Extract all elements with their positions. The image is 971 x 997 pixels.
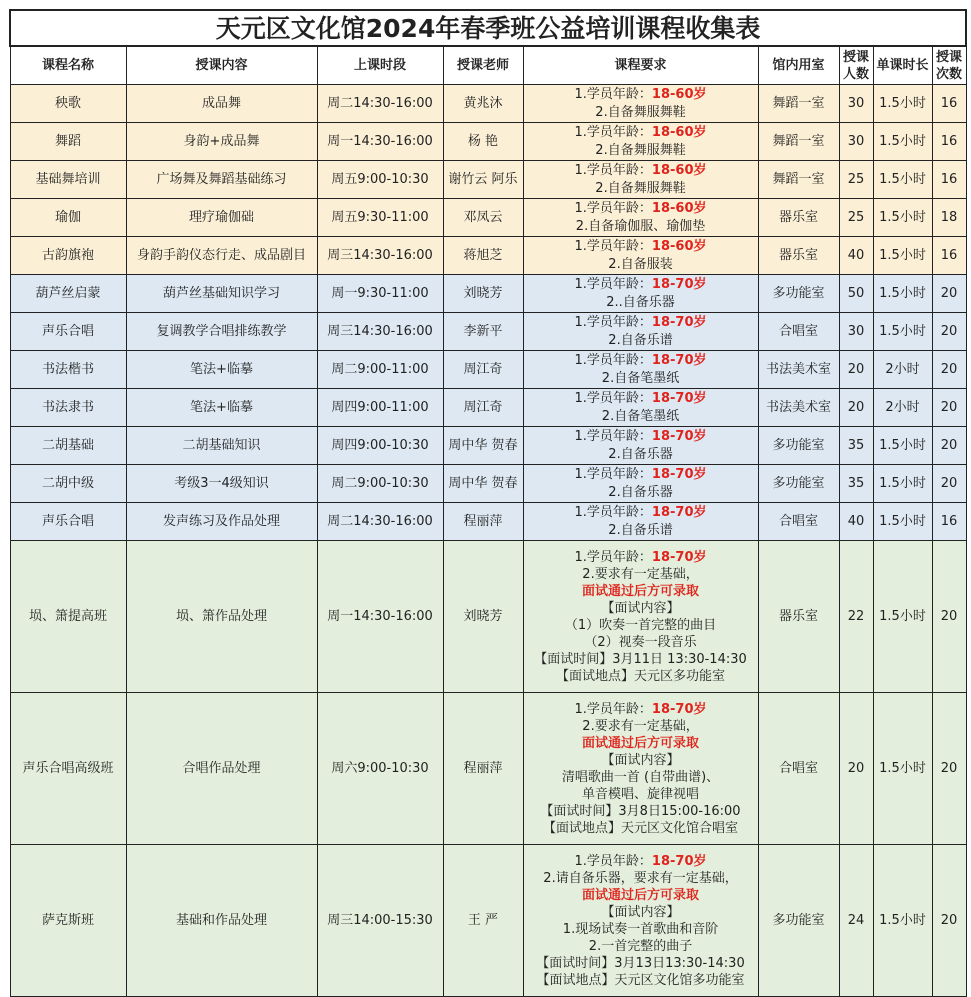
requirement-text: 【面试时间】3月11日 13:30-14:30	[534, 651, 747, 667]
duration-cell: 1.5小时	[873, 313, 932, 351]
session-count-cell: 20	[932, 845, 966, 997]
requirement-text: 2.自备乐谱	[608, 522, 673, 538]
requirement-text: 1.学员年龄：	[574, 701, 652, 717]
requirement-text: 【面试内容】	[601, 752, 680, 768]
room-cell: 多功能室	[758, 275, 839, 313]
course-name-cell: 书法楷书	[10, 351, 126, 389]
teacher-cell: 程丽萍	[443, 503, 523, 541]
requirements-cell	[523, 85, 758, 123]
duration-cell: 1.5小时	[873, 123, 932, 161]
people-count-cell: 20	[839, 351, 873, 389]
course-name-cell: 二胡中级	[10, 465, 126, 503]
room-cell: 多功能室	[758, 427, 839, 465]
requirement-line	[524, 522, 758, 540]
people-count-cell: 20	[839, 389, 873, 427]
header-teacher: 授课老师	[443, 46, 523, 85]
requirement-text: 2..自备乐器	[606, 294, 675, 310]
course-name-cell: 秧歌	[10, 85, 126, 123]
requirement-line	[524, 314, 758, 332]
requirement-text: 【面试地点】天元区文化馆合唱室	[542, 820, 738, 836]
course-content-cell: 身韵+成品舞	[126, 123, 317, 161]
table-row	[10, 237, 966, 275]
course-name-cell: 声乐合唱	[10, 503, 126, 541]
requirement-line	[524, 484, 758, 502]
highlight-text: 18-70岁	[651, 853, 707, 869]
requirement-text: 单音模唱、旋律视唱	[581, 786, 699, 802]
duration-cell: 1.5小时	[873, 465, 932, 503]
duration-cell: 1.5小时	[873, 845, 932, 997]
requirement-line	[524, 549, 758, 566]
people-count-cell: 22	[839, 541, 873, 693]
requirement-line	[524, 370, 758, 388]
requirement-line	[524, 701, 758, 718]
requirements-cell	[523, 845, 758, 997]
duration-cell: 2小时	[873, 351, 932, 389]
requirement-text: 1.学员年龄：	[574, 504, 652, 520]
highlight-text: 18-70岁	[651, 276, 707, 292]
course-content-cell: 复调教学合唱排练教学	[126, 313, 317, 351]
teacher-cell: 谢竹云 阿乐	[443, 161, 523, 199]
requirement-text: 【面试内容】	[601, 600, 680, 616]
requirement-text: 2.自备乐器	[608, 446, 673, 462]
room-cell: 书法美术室	[758, 351, 839, 389]
requirement-line	[524, 86, 758, 104]
requirement-line	[524, 972, 758, 989]
requirement-line	[524, 218, 758, 236]
requirement-line	[524, 466, 758, 484]
requirement-text: 2.要求有一定基础，	[582, 718, 699, 734]
class-time-cell: 周二9:00-10:30	[317, 465, 443, 503]
requirement-line	[524, 668, 758, 685]
teacher-cell: 程丽萍	[443, 693, 523, 845]
teacher-cell: 周中华 贺春	[443, 427, 523, 465]
requirement-text: 1.学员年龄：	[574, 200, 652, 216]
header-content: 授课内容	[126, 46, 317, 85]
requirement-text: 清唱歌曲一首 (自带曲谱)、	[561, 769, 720, 785]
duration-cell: 2小时	[873, 389, 932, 427]
requirement-text: 2.一首完整的曲子	[588, 938, 693, 954]
requirements-cell	[523, 541, 758, 693]
class-time-cell: 周一9:30-11:00	[317, 275, 443, 313]
requirements-cell	[523, 275, 758, 313]
table-row	[10, 85, 966, 123]
people-count-cell: 25	[839, 199, 873, 237]
highlight-text: 18-70岁	[651, 352, 707, 368]
requirement-line	[524, 955, 758, 972]
room-cell: 舞蹈一室	[758, 85, 839, 123]
people-count-cell: 30	[839, 123, 873, 161]
requirement-text: 1.学员年龄：	[574, 352, 652, 368]
room-cell: 舞蹈一室	[758, 161, 839, 199]
requirement-text: 1.学员年龄：	[574, 238, 652, 254]
course-name-cell: 舞蹈	[10, 123, 126, 161]
highlight-text: 面试通过后方可录取	[581, 735, 699, 751]
header-course-name: 课程名称	[10, 46, 126, 85]
requirement-line	[524, 583, 758, 600]
duration-cell: 1.5小时	[873, 161, 932, 199]
requirement-text: 1.学员年龄：	[574, 853, 652, 869]
requirement-line	[524, 938, 758, 955]
session-count-cell: 20	[932, 693, 966, 845]
requirement-line	[524, 142, 758, 160]
table-row	[10, 389, 966, 427]
requirements-cell	[523, 503, 758, 541]
requirements-cell	[523, 427, 758, 465]
duration-cell: 1.5小时	[873, 427, 932, 465]
course-content-cell: 笔法+临摹	[126, 351, 317, 389]
requirement-text: 1.现场试奏一首歌曲和音阶	[562, 921, 719, 937]
requirement-line	[524, 904, 758, 921]
teacher-cell: 王 严	[443, 845, 523, 997]
people-count-cell: 30	[839, 85, 873, 123]
people-count-cell: 30	[839, 313, 873, 351]
requirements-cell	[523, 313, 758, 351]
requirement-line	[524, 124, 758, 142]
highlight-text: 面试通过后方可录取	[581, 887, 699, 903]
room-cell: 书法美术室	[758, 389, 839, 427]
table-row	[10, 845, 966, 997]
room-cell: 舞蹈一室	[758, 123, 839, 161]
course-content-cell: 埙、箫作品处理	[126, 541, 317, 693]
table-row	[10, 541, 966, 693]
people-count-cell: 25	[839, 161, 873, 199]
requirement-text: 2.自备舞服舞鞋	[595, 104, 686, 120]
requirement-line	[524, 104, 758, 122]
class-time-cell: 周四9:00-10:30	[317, 427, 443, 465]
page-title: 天元区文化馆2024年春季班公益培训课程收集表	[10, 10, 966, 46]
teacher-cell: 邓凤云	[443, 199, 523, 237]
people-count-cell: 20	[839, 693, 873, 845]
class-time-cell: 周三14:30-16:00	[317, 313, 443, 351]
requirement-text: 2.自备乐器	[608, 484, 673, 500]
course-name-cell: 瑜伽	[10, 199, 126, 237]
requirement-text: 2.自备舞服舞鞋	[595, 180, 686, 196]
teacher-cell: 周江奇	[443, 351, 523, 389]
highlight-text: 18-70岁	[651, 428, 707, 444]
requirement-text: 1.学员年龄：	[574, 314, 652, 330]
highlight-text: 18-70岁	[651, 549, 707, 565]
course-content-cell: 基础和作品处理	[126, 845, 317, 997]
session-count-cell: 20	[932, 275, 966, 313]
table-row	[10, 313, 966, 351]
requirement-text: 1.学员年龄：	[574, 390, 652, 406]
header-duration: 单课时长	[873, 46, 932, 85]
requirement-line	[524, 735, 758, 752]
highlight-text: 18-70岁	[651, 466, 707, 482]
teacher-cell: 杨 艳	[443, 123, 523, 161]
course-name-cell: 书法隶书	[10, 389, 126, 427]
requirement-line	[524, 718, 758, 735]
requirements-cell	[523, 465, 758, 503]
course-content-cell: 理疗瑜伽础	[126, 199, 317, 237]
course-content-cell: 笔法+临摹	[126, 389, 317, 427]
header-requirements: 课程要求	[523, 46, 758, 85]
session-count-cell: 16	[932, 85, 966, 123]
requirement-text: 【面试内容】	[601, 904, 680, 920]
duration-cell: 1.5小时	[873, 693, 932, 845]
requirement-line	[524, 786, 758, 803]
requirement-text: 2.自备笔墨纸	[601, 408, 680, 424]
requirement-text: 2.请自备乐器，要求有一定基础，	[543, 870, 738, 886]
room-cell: 合唱室	[758, 693, 839, 845]
requirement-line	[524, 428, 758, 446]
requirement-text: 2.自备服装	[608, 256, 673, 272]
class-time-cell: 周六9:00-10:30	[317, 693, 443, 845]
highlight-text: 18-70岁	[651, 701, 707, 717]
class-time-cell: 周五9:00-10:30	[317, 161, 443, 199]
course-name-cell: 埙、箫提高班	[10, 541, 126, 693]
requirement-line	[524, 200, 758, 218]
course-content-cell: 考级3一4级知识	[126, 465, 317, 503]
course-name-cell: 葫芦丝启蒙	[10, 275, 126, 313]
highlight-text: 18-60岁	[651, 162, 707, 178]
requirement-text: 【面试地点】天元区文化馆多功能室	[536, 972, 745, 988]
people-count-cell: 24	[839, 845, 873, 997]
requirement-line	[524, 820, 758, 837]
requirement-line	[524, 634, 758, 651]
course-content-cell: 身韵手韵仪态行走、成品剧目	[126, 237, 317, 275]
course-content-cell: 葫芦丝基础知识学习	[126, 275, 317, 313]
table-row	[10, 123, 966, 161]
class-time-cell: 周四9:00-11:00	[317, 389, 443, 427]
requirement-line	[524, 446, 758, 464]
requirement-text: 1.学员年龄：	[574, 549, 652, 565]
course-name-cell: 萨克斯班	[10, 845, 126, 997]
requirement-text: 1.学员年龄：	[574, 466, 652, 482]
requirement-text: 1.学员年龄：	[574, 162, 652, 178]
table-row	[10, 161, 966, 199]
requirement-text: 1.学员年龄：	[574, 86, 652, 102]
highlight-text: 18-70岁	[651, 390, 707, 406]
room-cell: 合唱室	[758, 503, 839, 541]
class-time-cell: 周二9:00-11:00	[317, 351, 443, 389]
course-name-cell: 古韵旗袍	[10, 237, 126, 275]
people-count-cell: 40	[839, 503, 873, 541]
teacher-cell: 黄兆沐	[443, 85, 523, 123]
requirement-text: 1.学员年龄：	[574, 428, 652, 444]
requirement-line	[524, 276, 758, 294]
requirement-line	[524, 752, 758, 769]
requirement-line	[524, 566, 758, 583]
course-content-cell: 成品舞	[126, 85, 317, 123]
requirement-line	[524, 256, 758, 274]
requirements-cell	[523, 199, 758, 237]
requirement-line	[524, 803, 758, 820]
requirement-text: 【面试地点】天元区多功能室	[555, 668, 725, 684]
people-count-cell: 35	[839, 427, 873, 465]
class-time-cell: 周五9:30-11:00	[317, 199, 443, 237]
duration-cell: 1.5小时	[873, 85, 932, 123]
header-row	[10, 46, 966, 85]
room-cell: 器乐室	[758, 541, 839, 693]
room-cell: 器乐室	[758, 237, 839, 275]
session-count-cell: 20	[932, 351, 966, 389]
teacher-cell: 刘晓芳	[443, 541, 523, 693]
highlight-text: 18-70岁	[651, 504, 707, 520]
teacher-cell: 周中华 贺春	[443, 465, 523, 503]
requirement-line	[524, 238, 758, 256]
requirement-text: （1）吹奏一首完整的曲目	[564, 617, 717, 633]
session-count-cell: 16	[932, 161, 966, 199]
session-count-cell: 20	[932, 389, 966, 427]
header-people: 授课人数	[839, 46, 873, 85]
highlight-text: 18-60岁	[651, 238, 707, 254]
course-content-cell: 二胡基础知识	[126, 427, 317, 465]
requirement-line	[524, 853, 758, 870]
requirement-line	[524, 769, 758, 786]
session-count-cell: 20	[932, 541, 966, 693]
requirements-cell	[523, 389, 758, 427]
class-time-cell: 周二14:30-16:00	[317, 503, 443, 541]
requirement-line	[524, 600, 758, 617]
highlight-text: 18-70岁	[651, 314, 707, 330]
teacher-cell: 刘晓芳	[443, 275, 523, 313]
duration-cell: 1.5小时	[873, 503, 932, 541]
requirement-line	[524, 887, 758, 904]
duration-cell: 1.5小时	[873, 199, 932, 237]
requirement-line	[524, 617, 758, 634]
teacher-cell: 李新平	[443, 313, 523, 351]
highlight-text: 面试通过后方可录取	[581, 583, 699, 599]
duration-cell: 1.5小时	[873, 541, 932, 693]
header-time: 上课时段	[317, 46, 443, 85]
requirements-cell	[523, 351, 758, 389]
requirement-text: 2.自备笔墨纸	[601, 370, 680, 386]
room-cell: 器乐室	[758, 199, 839, 237]
requirements-cell	[523, 123, 758, 161]
course-content-cell: 广场舞及舞蹈基础练习	[126, 161, 317, 199]
requirement-line	[524, 180, 758, 198]
requirement-line	[524, 651, 758, 668]
highlight-text: 18-60岁	[651, 86, 707, 102]
course-name-cell: 声乐合唱	[10, 313, 126, 351]
requirement-line	[524, 352, 758, 370]
table-row	[10, 465, 966, 503]
table-row	[10, 351, 966, 389]
session-count-cell: 18	[932, 199, 966, 237]
table-row	[10, 275, 966, 313]
class-time-cell: 周三14:30-16:00	[317, 237, 443, 275]
requirement-text: 【面试时间】3月13日13:30-14:30	[536, 955, 745, 971]
requirement-line	[524, 870, 758, 887]
requirement-text: 1.学员年龄：	[574, 276, 652, 292]
session-count-cell: 16	[932, 123, 966, 161]
requirement-text: 【面试时间】3月8日15:00-16:00	[540, 803, 741, 819]
course-content-cell: 合唱作品处理	[126, 693, 317, 845]
requirement-text: 2.自备乐谱	[608, 332, 673, 348]
course-name-cell: 声乐合唱高级班	[10, 693, 126, 845]
requirements-cell	[523, 693, 758, 845]
people-count-cell: 40	[839, 237, 873, 275]
table-row	[10, 427, 966, 465]
requirement-line	[524, 408, 758, 426]
header-sessions: 授课次数	[932, 46, 966, 85]
highlight-text: 18-60岁	[651, 200, 707, 216]
course-name-cell: 二胡基础	[10, 427, 126, 465]
requirement-line	[524, 921, 758, 938]
course-name-cell: 基础舞培训	[10, 161, 126, 199]
course-content-cell: 发声练习及作品处理	[126, 503, 317, 541]
requirement-text: 2.自备舞服舞鞋	[595, 142, 686, 158]
class-time-cell: 周一14:30-16:00	[317, 123, 443, 161]
session-count-cell: 16	[932, 503, 966, 541]
table-row	[10, 503, 966, 541]
duration-cell: 1.5小时	[873, 275, 932, 313]
teacher-cell: 蒋旭芝	[443, 237, 523, 275]
teacher-cell: 周江奇	[443, 389, 523, 427]
requirement-text: （2）视奏一段音乐	[584, 634, 697, 650]
room-cell: 多功能室	[758, 465, 839, 503]
requirement-line	[524, 504, 758, 522]
session-count-cell: 20	[932, 427, 966, 465]
requirement-line	[524, 294, 758, 312]
requirement-line	[524, 390, 758, 408]
people-count-cell: 50	[839, 275, 873, 313]
session-count-cell: 16	[932, 237, 966, 275]
highlight-text: 18-60岁	[651, 124, 707, 140]
class-time-cell: 周二14:30-16:00	[317, 85, 443, 123]
requirements-cell	[523, 237, 758, 275]
session-count-cell: 20	[932, 313, 966, 351]
requirement-text: 2.要求有一定基础，	[582, 566, 699, 582]
room-cell: 合唱室	[758, 313, 839, 351]
people-count-cell: 35	[839, 465, 873, 503]
requirement-line	[524, 162, 758, 180]
duration-cell: 1.5小时	[873, 237, 932, 275]
table-row	[10, 693, 966, 845]
room-cell: 多功能室	[758, 845, 839, 997]
table-row	[10, 199, 966, 237]
session-count-cell: 20	[932, 465, 966, 503]
requirement-text: 1.学员年龄：	[574, 124, 652, 140]
class-time-cell: 周一14:30-16:00	[317, 541, 443, 693]
requirement-line	[524, 332, 758, 350]
course-table	[9, 9, 967, 997]
header-room: 馆内用室	[758, 46, 839, 85]
requirements-cell	[523, 161, 758, 199]
requirement-text: 2.自备瑜伽服、瑜伽垫	[575, 218, 706, 234]
class-time-cell: 周三14:00-15:30	[317, 845, 443, 997]
